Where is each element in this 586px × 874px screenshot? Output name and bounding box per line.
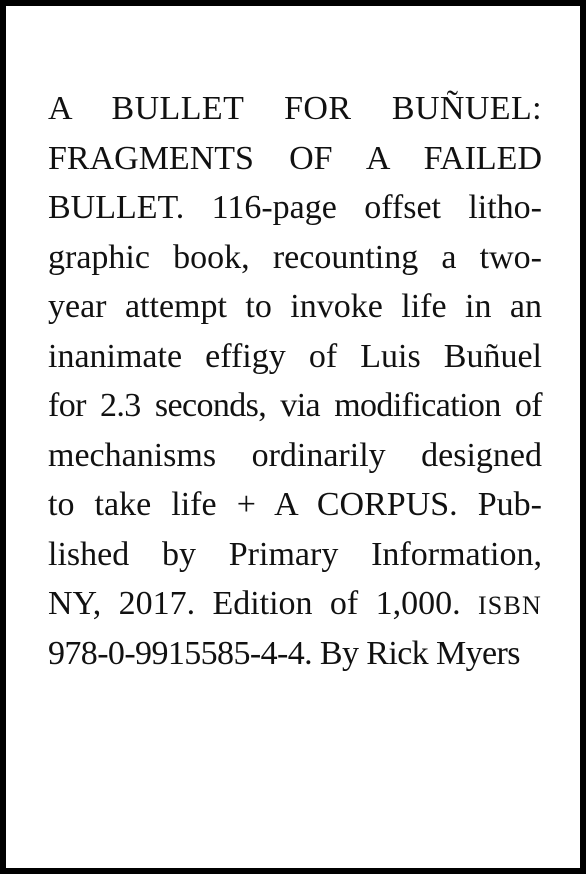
description-line-3: BULLET. 116-page offset litho- [48,189,542,226]
description-line-9: to take life + A CORPUS. Pub- [48,486,542,523]
edition-text: NY, 2017. Edition of 1,000. [48,585,461,622]
description-line-4: graphic book, recounting a two- [48,238,542,276]
description-line-12: 978-0-9915585-4-4. By Rick Myers [48,634,520,672]
description-card [6,6,580,868]
description-line-7: for 2.3 seconds, via modification of [48,387,542,424]
title-line-1: A BULLET FOR BUÑUEL: [48,90,542,127]
book-description [48,84,542,678]
title-line-2: FRAGMENTS OF A FAILED [48,139,542,177]
description-line-11 [48,579,542,629]
description-line-6: inanimate effigy of Luis Buñuel [48,337,542,375]
description-line-10: lished by Primary Information, [48,535,542,573]
description-line-8: mechanisms ordinarily designed [48,436,542,474]
description-line-5: year attempt to invoke life in an [48,288,542,325]
isbn-label: ISBN [477,591,542,620]
